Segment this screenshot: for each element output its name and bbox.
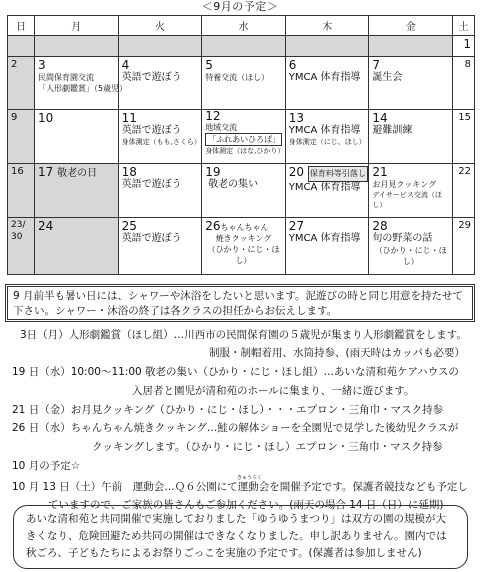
calendar-cell-empty <box>285 36 369 57</box>
day-number: 2 <box>11 59 18 71</box>
calendar-week-1 <box>8 57 475 110</box>
day-number <box>289 165 366 182</box>
event-label: デイサービス交流（ほし） <box>372 190 442 209</box>
day-number: 11 <box>121 111 137 126</box>
calendar-cell-8 <box>453 57 475 110</box>
calendar-cell-15 <box>453 110 475 164</box>
event-label: （ひかり・にじ・ほし） <box>207 244 280 265</box>
calendar-cell-empty <box>8 36 35 57</box>
day-number: 27 <box>288 218 305 233</box>
day-number: 8 <box>464 59 471 71</box>
calendar-cell-7 <box>369 57 453 110</box>
event-label: 身体測定（もも,さくら） <box>121 138 201 147</box>
day-number: 6 <box>288 58 297 73</box>
event-label: 「人形劇鑑賞」 <box>38 84 94 94</box>
day-number <box>205 219 282 233</box>
calendar-cell-20 <box>285 163 369 217</box>
schedule-line: 入居者と園児が清和苑のホールに集まり、一緒に遊びます。 <box>132 385 415 397</box>
day-number: 5 <box>205 58 213 73</box>
calendar-cell-27 <box>285 217 369 274</box>
event-label: お月見クッキング <box>372 179 437 189</box>
event-label: YMCA 体育指導 <box>288 181 361 193</box>
day-number <box>38 165 115 180</box>
event-label <box>38 83 128 94</box>
weekday-sat: 土 <box>453 16 475 36</box>
festival-notice-line: きくなり、危険回避ため共同の開催はできなくなりました。申し訳ありません。園内では <box>26 530 447 542</box>
day-number: 9 <box>11 112 18 124</box>
calendar-cell-29 <box>453 217 475 274</box>
event-label: 特養交流（ほし） <box>205 73 270 83</box>
day-number: 1 <box>463 37 471 52</box>
event-label: 敬老の集い <box>208 178 259 190</box>
event-label: 民間保育園交流 <box>38 73 94 83</box>
weekday-wed: 水 <box>202 16 286 36</box>
day-number: 3 <box>38 58 46 73</box>
calendar-cell-empty <box>35 36 119 57</box>
calendar-cell-26 <box>202 217 286 274</box>
day-number: 13 <box>288 111 305 126</box>
calendar-cell-5 <box>202 57 286 110</box>
festival-notice-line: 秋ごろ、子どもたちによるお祭りごっこを実施の予定です。(保護者は参加しません) <box>26 547 422 559</box>
calendar-cell-2 <box>8 57 35 110</box>
day-number: 25 <box>121 218 137 233</box>
event-label: 地域交流 <box>205 123 238 133</box>
ruby-annotation: きゅうろく <box>237 475 263 481</box>
schedule-line: 21 日（金）お月見クッキング（ひかり・にじ・ほし）・・・エプロン・三角巾・マスク持参 <box>12 404 444 416</box>
day-number: 26 <box>205 218 221 233</box>
calendar-cell-11 <box>118 110 202 164</box>
weekday-header <box>8 16 475 36</box>
schedule-line <box>12 475 468 494</box>
event-label: 英語で遊ぼう <box>121 72 182 84</box>
event-label: YMCA 体育指導 <box>288 72 361 84</box>
calendar-week-2 <box>8 110 475 164</box>
notice-box: 9 月前半も暑い日には、シャワーや沐浴をしたいと思います。泥遊びの時と同じ用意を持たせて下さい。シャワー・沐浴の終了は各クラスの担任からお伝えします。 <box>5 284 475 322</box>
event-label: （ひかり・にじ・ほし） <box>374 245 447 266</box>
day-number: 4 <box>121 58 130 73</box>
day-number: 18 <box>121 164 137 179</box>
calendar-cell-empty <box>118 36 202 57</box>
schedule-line: クッキングします。（ひかり・にじ・ほし）エプロン・三角巾・マスク持参 <box>92 441 443 453</box>
festival-notice-box <box>13 505 468 569</box>
day-number: 20 <box>288 164 305 179</box>
event-label <box>205 133 282 146</box>
schedule-line <box>12 475 468 493</box>
day-number: 10 <box>38 111 54 126</box>
schedule-line: 19 日（水）10:00～11:00 敬老の集い（ひかり・にじ・ほし組）…あいな清和苑ケアハウスの <box>12 366 459 378</box>
calendar-cell-9 <box>8 110 35 164</box>
holiday-label: 敬老の日 <box>57 167 98 179</box>
weekday-mon: 月 <box>35 16 119 36</box>
day-number: 15 <box>458 112 471 124</box>
calendar-cell-empty <box>202 36 286 57</box>
calendar-cell-24 <box>35 217 119 274</box>
calendar-cell-21 <box>369 163 453 217</box>
event-label: 身体測定（はな,ひかり） <box>205 147 285 156</box>
weekday-thu: 木 <box>285 16 369 36</box>
event-label: 旬の野菜の話 <box>372 232 433 244</box>
calendar-cell-12 <box>202 110 286 164</box>
day-number: 22 <box>458 165 471 177</box>
day-number: 24 <box>38 218 54 233</box>
event-label: YMCA 体育指導 <box>288 125 361 137</box>
day-number: 21 <box>372 164 388 179</box>
event-label: 英語で遊ぼう <box>121 178 182 190</box>
event-label: 避難訓練 <box>372 125 413 137</box>
event-label: 「ふれあいひろば」 <box>205 133 282 146</box>
event-label: 焼きクッキング <box>215 233 272 243</box>
event-label: 保育料等引落し <box>308 166 368 182</box>
calendar-cell-22 <box>453 163 475 217</box>
day-number: 12 <box>205 109 221 124</box>
calendar-cell-18 <box>118 163 202 217</box>
calendar-cell-28 <box>369 217 453 274</box>
calendar-cell-3 <box>35 57 128 110</box>
day-number: 19 <box>205 164 221 179</box>
schedule-line: 制服・制帽着用、水筒持参、(雨天時はカッパも必要） <box>209 347 465 359</box>
weekday-fri: 金 <box>369 16 453 36</box>
calendar-cell-1 <box>453 36 475 57</box>
schedule-line: 3日（月）人形劇鑑賞（ほし組）…川西市の民間保育園の５歳児が集まり人形劇鑑賞をします。 <box>20 329 467 341</box>
calendar-cell-14 <box>369 110 453 164</box>
schedule-line: ていますので、ご家族の皆さんもご参加ください。(雨天の場合 14 日（日）に延期) <box>48 499 444 511</box>
day-number: 28 <box>372 218 388 233</box>
calendar-cell-16 <box>8 163 35 217</box>
event-label: 英語で遊ぼう <box>121 232 182 244</box>
calendar-cell-23-30 <box>8 217 35 274</box>
calendar-week-4 <box>8 217 475 274</box>
calendar-week-3 <box>8 163 475 217</box>
schedule-line: 26 日（水）ちゃんちゃん焼きクッキング…鮭の解体ショーを全園児で見学した後幼児クラスが <box>12 422 459 434</box>
calendar <box>7 15 475 275</box>
day-number: 14 <box>372 111 388 126</box>
calendar-cell-6 <box>285 57 369 110</box>
event-label: （5歳児） <box>94 84 128 94</box>
calendar-cell-4 <box>118 57 202 110</box>
day-number: 29 <box>458 219 471 231</box>
event-label: 誕生会 <box>372 72 403 84</box>
schedule-line-text: 10 月 13 日（土）午前 運動会…Ｑ６公園にて運動会を開催予定です。保護者競技なども予定し <box>12 481 468 493</box>
weekday-tue: 火 <box>118 16 202 36</box>
calendar-cell-19 <box>202 163 286 217</box>
calendar-cell-17 <box>35 163 119 217</box>
calendar-cell-empty <box>369 36 453 57</box>
event-label: 英語で遊ぼう <box>121 125 182 137</box>
festival-notice-line: あいな清和苑と共同開催で実施しておりました「ゆうゆうまつり」は双方の園の規模が大 <box>26 513 446 525</box>
weekday-sun: 日 <box>8 16 35 36</box>
schedule-heading: 10 月の予定☆ <box>12 460 81 472</box>
calendar-cell-13 <box>285 110 369 164</box>
day-number: 16 <box>11 165 24 177</box>
day-number: 7 <box>372 58 381 73</box>
event-label: ちゃんちゃん <box>220 222 269 232</box>
calendar-cell-25 <box>118 217 202 274</box>
day-number: 23/30 <box>11 219 26 242</box>
calendar-week-0 <box>8 36 475 57</box>
calendar-cell-10 <box>35 110 119 164</box>
day-number: 17 <box>38 164 54 179</box>
event-label: YMCA 体育指導 <box>288 232 361 244</box>
event-label: 身体測定（にじ、ほし） <box>288 138 366 147</box>
page-title: ＜9月の予定＞ <box>201 0 279 13</box>
